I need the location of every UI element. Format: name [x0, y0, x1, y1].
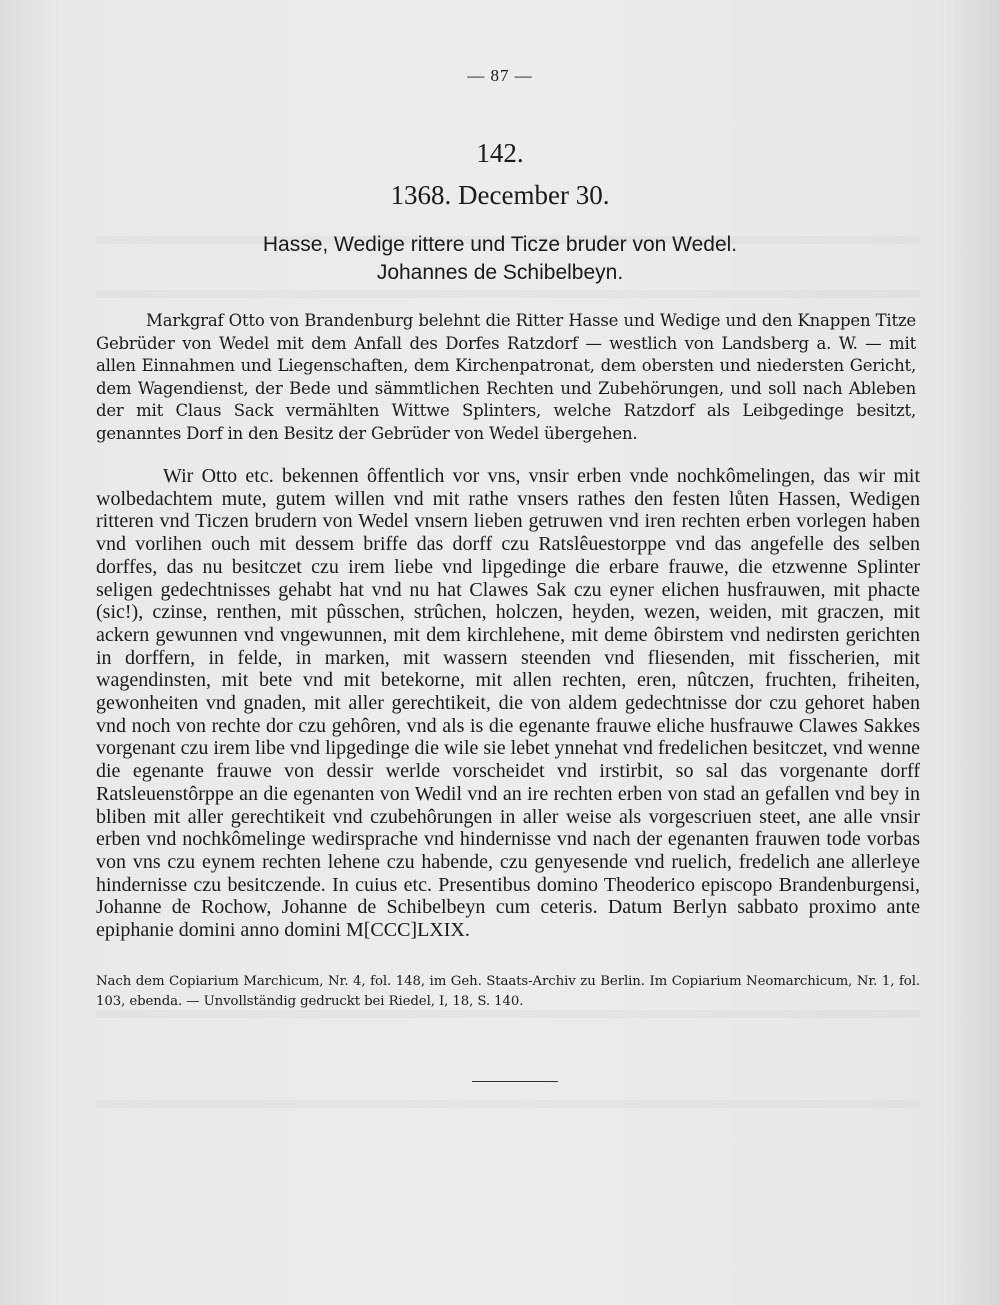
document-heading — [0, 231, 1000, 287]
heading-line-1: Hasse, Wedige rittere und Ticze bruder von Wedel. — [262, 233, 738, 256]
heading-line-2: Johannes de Schibelbeyn. — [376, 261, 624, 284]
charter-text: Wir Otto etc. bekennen ôffentlich vor vns, vnsir erben vnde nochkômelingen, das wir mit wolbedachtem mute, gutem willen vnd mit rathe vnsers rathes den festen lůten Hassen, Wedigen ritteren vnd Ticzen brudern von Wedel vnsern lieben getruwen vnd iren rechten erben vorlegen haben vnd vorlihen ouch mit dessem briffe das dorff czu Ratslêuestorppe vnd das angefelle des selben dorffes, das nu besitczet czu irem liebe vnd lipgedinge die erbare frauwe, die etzwenne Splinter seligen gedechtnisses gehabt hat vnd nu hat Clawes Sak czu eyner elichen husfrauwen, mit phacte (sic!), czinse, renthen, mit pûsschen, strûchen, holczen, heyden, wezen, weiden, mit graczen, mit ackern gewunnen vnd vngewunnen, mit dem kirchlehene, mit deme ôbirstem vnd nedirsten gerichten in dorffern, in felde, in marken, mit wassern steenden vnd fliesenden, mit fisscherien, mit wagendinsten, mit bete vnd mit betekorne, mit allen rechten, eren, nûtczen, fruchten, friheiten, gewonheiten vnd gnaden, mit aller gerechtikeit, die von aldem gedechtnisse dor czu gehoret haben vnd noch von rechte dor czu gehôren, vnd als is die egenante frauwe eliche husfrauwe Clawes Sakkes vorgenant czu irem libe vnd lipgedinge die wile sie lebet ynnehat vnd fredelichen besitczet, vnd wenne die egenante frauwe von dessir werlde vorscheidet vnd irstirbit, so sal das vorgenante dorff Ratsleuenstôrppe an die egenanten von Wedil vnd an ire rechten erben von stad an gefallen vnd bey in bliben mit aller gerechtikeit vnd czubehôrungen in aller weise als vorgescriuen steet, ane alle vnsir erben vnd nochkômelinge wedirsprache vnd hindernisse vnd nach der egenanten frauwen tode vorbas von vns czu eynem rechten lehene czu habende, czu genyesende vnd ruelich, fredelich ane allerleye hindernisse czu besitczende. In cuius etc. Presentibus domino Theoderico episcopo Brandenburgensi, Johanne de Rochow, Johanne de Schibelbeyn cum ceteris. Datum Berlyn sabbato proximo ante epiphanie domini anno domini M[CCC]LXIX. — [96, 465, 920, 942]
regest-summary: Markgraf Otto von Brandenburg belehnt die Ritter Hasse und Wedige und den Knappen Titze Gebrüder von Wedel mit dem Anfall des Dorfes Ratzdorf — westlich von Landsberg a. W. — mit allen Einnahmen und Liegenschaften, dem Kirchenpatronat, dem obersten und niedersten Gericht, dem Wagendienst, der Bede und sämmtlichen Rechten und Zubehörungen, und soll nach Ableben der mit Claus Sack vermählten Wittwe Splinters, welche Ratzdorf als Leibgedinge besitzt, genanntes Dorf in den Besitz der Gebrüder von Wedel übergehen. — [96, 311, 916, 443]
bleed-through-shadow — [96, 1100, 920, 1108]
document-number: 142. — [476, 138, 524, 168]
bleed-through-shadow — [96, 290, 920, 298]
page-number: — 87 — — [467, 66, 533, 85]
end-rule — [472, 1081, 558, 1082]
document-date: 1368. December 30. — [390, 180, 610, 210]
source-note: Nach dem Copiarium Marchicum, Nr. 4, fol. 148, im Geh. Staats-Archiv zu Berlin. Im Copiarium Neomarchicum, Nr. 1, fol. 103, ebenda. — Unvollständig gedruckt bei Riedel, I, 18, S. 140. — [96, 974, 920, 1009]
